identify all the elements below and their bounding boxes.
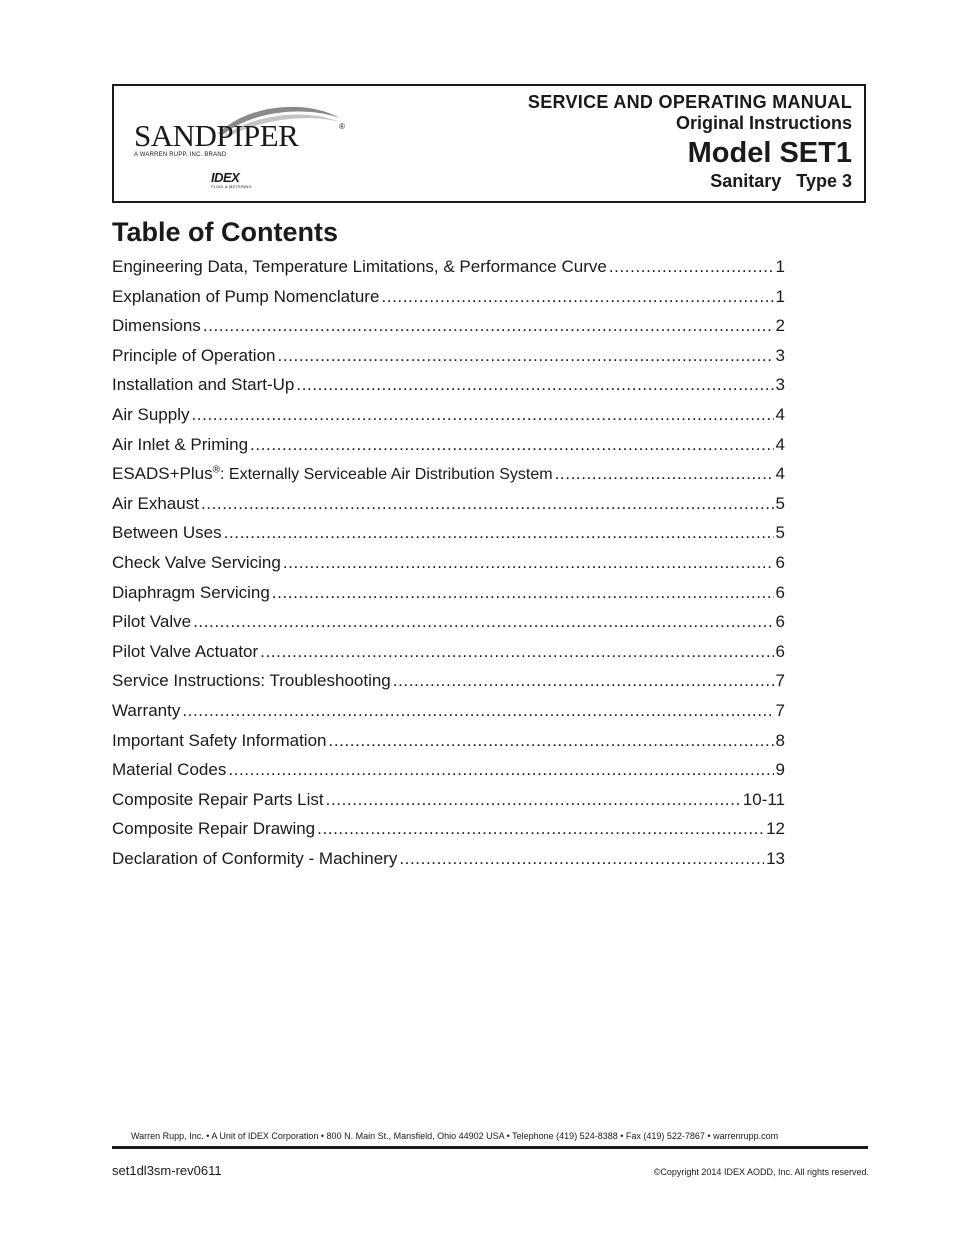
toc-leader-dots <box>191 400 773 430</box>
toc-entry-label-main: ESADS+Plus <box>112 464 213 484</box>
idex-logo <box>211 172 252 189</box>
toc-entry-label: Material Codes <box>112 760 227 780</box>
toc-entry[interactable] <box>112 726 785 756</box>
toc-leader-dots <box>329 726 774 756</box>
toc-entry-label: Installation and Start-Up <box>112 375 295 395</box>
toc-entry[interactable] <box>112 696 785 726</box>
toc-entry-page: 4 <box>775 404 785 424</box>
toc-entry-page: 5 <box>775 523 785 543</box>
toc-entry-page: 12 <box>766 819 785 839</box>
toc-entry-page: 6 <box>775 552 785 572</box>
toc-entry-page: 10-11 <box>742 789 785 809</box>
toc-entry-label: Composite Repair Drawing <box>112 819 316 839</box>
footer-address: Warren Rupp, Inc. • A Unit of IDEX Corporation • 800 N. Main St., Mansfield, Ohio 44902 USA • Telephone (419) 524-8388 • Fax (419) 522-7867 • warrenrupp.com <box>131 1131 779 1141</box>
toc-entry-page: 2 <box>775 316 785 336</box>
toc-title: Table of Contents <box>112 217 338 247</box>
toc-leader-dots <box>317 814 764 844</box>
toc-entry-page: 7 <box>775 671 785 691</box>
toc-leader-dots <box>228 755 773 785</box>
toc-leader-dots <box>399 844 764 874</box>
toc-entry-page: 4 <box>775 434 785 454</box>
toc-entry-label: Diaphragm Servicing <box>112 582 270 602</box>
toc-entry-page: 6 <box>775 612 785 632</box>
toc-entry-page: 7 <box>775 700 785 720</box>
toc-entry[interactable] <box>112 282 785 312</box>
brand-registered-mark: ® <box>339 122 345 131</box>
brand-wordmark: SANDPIPER <box>134 118 299 153</box>
brand-subtitle: A WARREN RUPP, INC. BRAND <box>134 152 227 158</box>
toc-entry[interactable] <box>112 785 785 815</box>
toc-entry-page: 8 <box>775 730 785 750</box>
toc-entry[interactable] <box>112 666 785 696</box>
toc-entry-label: Principle of Operation <box>112 345 276 365</box>
toc-leader-dots <box>326 785 741 815</box>
toc-leader-dots <box>224 518 774 548</box>
toc-entry-page: 1 <box>775 286 785 306</box>
toc-entry-label: Explanation of Pump Nomenclature <box>112 286 380 306</box>
toc-entry[interactable] <box>112 341 785 371</box>
toc-leader-dots <box>393 666 774 696</box>
toc-entry-label: Air Exhaust <box>112 493 199 513</box>
header-titles <box>528 92 852 192</box>
toc-entry-label: Between Uses <box>112 523 222 543</box>
toc-entry[interactable] <box>112 548 785 578</box>
toc-entry-label: Declaration of Conformity - Machinery <box>112 848 398 868</box>
manual-subtitle: Original Instructions <box>675 113 852 133</box>
registered-mark: ® <box>212 464 221 476</box>
toc-entry-page: 13 <box>766 848 785 868</box>
toc-entry-page: 6 <box>775 582 785 602</box>
toc-entry-page: 3 <box>775 345 785 365</box>
toc-leader-dots <box>203 311 774 341</box>
toc-entry-label: Pilot Valve <box>112 612 192 632</box>
toc-entry[interactable] <box>112 844 785 874</box>
header-box <box>112 84 866 203</box>
toc-leader-dots <box>277 341 773 371</box>
toc-entry[interactable] <box>112 459 785 489</box>
toc-entry-page: 9 <box>775 760 785 780</box>
toc-leader-dots <box>182 696 773 726</box>
toc-entry[interactable] <box>112 311 785 341</box>
document-id: set1dl3sm-rev0611 <box>112 1163 222 1178</box>
toc-leader-dots <box>555 459 774 489</box>
toc-entry[interactable] <box>112 814 785 844</box>
toc-entry[interactable] <box>112 489 785 519</box>
toc-leader-dots <box>260 637 773 667</box>
footer-divider <box>112 1146 868 1149</box>
model-name: Model SET1 <box>687 137 852 169</box>
toc-entry[interactable] <box>112 607 785 637</box>
toc-entry-page: 6 <box>775 641 785 661</box>
toc-entry-label: Pilot Valve Actuator <box>112 641 259 661</box>
toc-entry-label: Air Supply <box>112 404 190 424</box>
toc-entry-label <box>112 459 553 490</box>
toc-entry-label: Air Inlet & Priming <box>112 434 249 454</box>
toc-leader-dots <box>283 548 774 578</box>
toc-entry-label: Warranty <box>112 700 181 720</box>
toc-leader-dots <box>609 252 774 282</box>
sandpiper-logo <box>134 100 344 190</box>
toc-entry-label: Dimensions <box>112 316 201 336</box>
toc-entry[interactable] <box>112 370 785 400</box>
copyright-notice: ©Copyright 2014 IDEX AODD, Inc. All rights reserved. <box>653 1167 869 1177</box>
toc-leader-dots <box>201 489 774 519</box>
toc-entry-page: 1 <box>775 257 785 276</box>
idex-wordmark: IDEX <box>211 170 240 185</box>
toc-entry-page: 4 <box>775 464 785 484</box>
toc-entry-label-rest: : Externally Serviceable Air Distribution System <box>220 466 553 484</box>
manual-title: SERVICE AND OPERATING MANUAL <box>527 92 852 112</box>
toc-entry[interactable] <box>112 252 785 282</box>
toc-entry-page: 3 <box>775 375 785 395</box>
toc-entry[interactable] <box>112 400 785 430</box>
toc-entry-page: 5 <box>775 493 785 513</box>
toc-leader-dots <box>272 578 774 608</box>
model-type: Sanitary Type 3 <box>710 171 852 191</box>
toc-entry-label: Engineering Data, Temperature Limitations, & Performance Curve <box>112 257 607 276</box>
idex-subtitle: FLUID & METERING <box>211 184 252 189</box>
toc-entry[interactable] <box>112 578 785 608</box>
toc-leader-dots <box>381 282 773 312</box>
toc-entry-label: Service Instructions: Troubleshooting <box>112 671 391 691</box>
toc-entry-label: Important Safety Information <box>112 730 327 750</box>
toc-entry[interactable] <box>112 637 785 667</box>
toc-list <box>112 252 785 873</box>
toc-entry[interactable] <box>112 430 785 460</box>
toc-entry[interactable] <box>112 518 785 548</box>
toc-entry-label: Composite Repair Parts List <box>112 789 324 809</box>
toc-entry[interactable] <box>112 755 785 785</box>
toc-leader-dots <box>193 607 773 637</box>
toc-entry-label: Check Valve Servicing <box>112 552 281 572</box>
toc-leader-dots <box>296 370 773 400</box>
toc-leader-dots <box>250 430 773 460</box>
